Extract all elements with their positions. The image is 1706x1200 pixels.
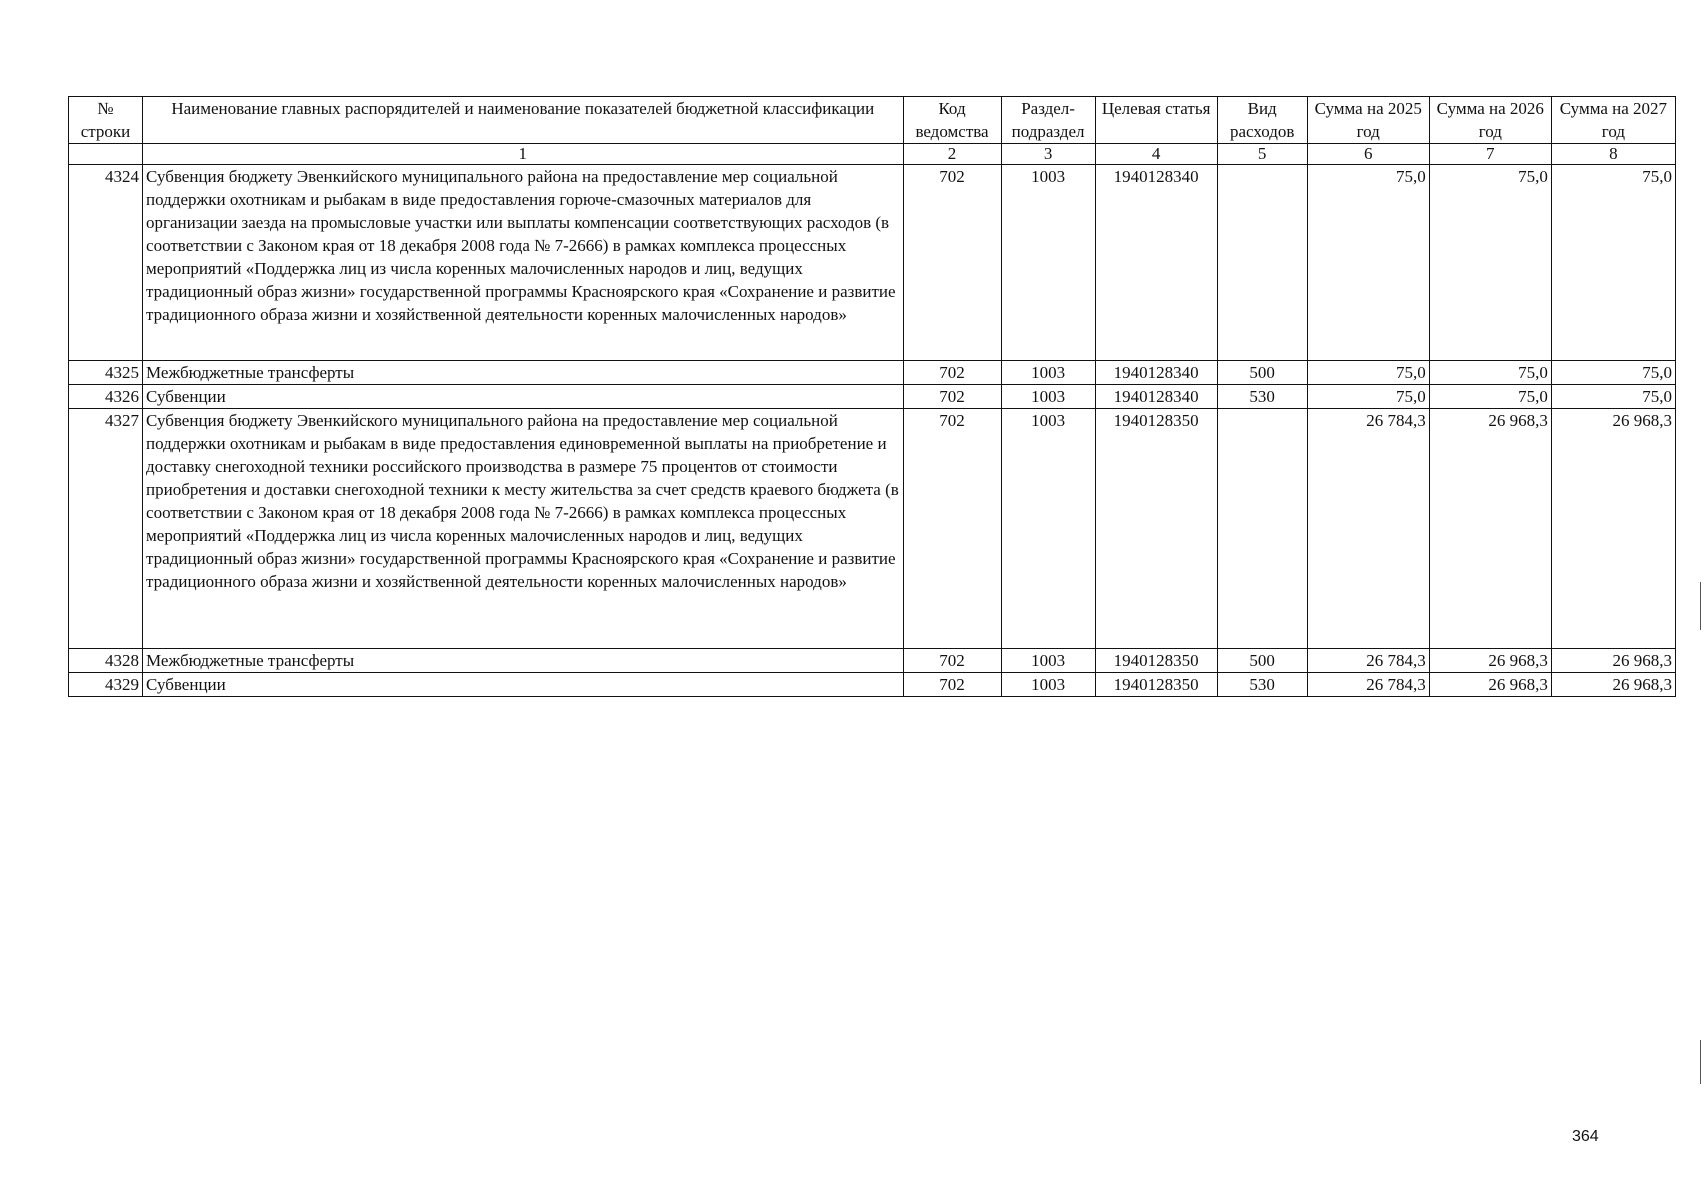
row-number: 4326 (69, 385, 143, 409)
row-target-article: 1940128340 (1095, 361, 1217, 385)
header-sum-2027: Сумма на 2027 год (1551, 97, 1675, 144)
column-index: 6 (1307, 144, 1429, 165)
row-section: 1003 (1001, 673, 1095, 697)
row-sum-2025: 75,0 (1307, 361, 1429, 385)
row-section: 1003 (1001, 649, 1095, 673)
row-department-code: 702 (903, 673, 1001, 697)
row-department-code: 702 (903, 361, 1001, 385)
header-expense-type: Вид расходов (1217, 97, 1307, 144)
row-target-article: 1940128340 (1095, 165, 1217, 361)
row-sum-2025: 26 784,3 (1307, 649, 1429, 673)
row-expense-type: 500 (1217, 649, 1307, 673)
scan-mark (1700, 1040, 1701, 1084)
row-sum-2025: 75,0 (1307, 165, 1429, 361)
table-row (69, 361, 1676, 385)
row-sum-2027: 26 968,3 (1551, 649, 1675, 673)
row-section: 1003 (1001, 385, 1095, 409)
row-target-article: 1940128350 (1095, 409, 1217, 649)
row-sum-2027: 26 968,3 (1551, 409, 1675, 649)
row-section: 1003 (1001, 361, 1095, 385)
row-sum-2025: 26 784,3 (1307, 409, 1429, 649)
row-sum-2026: 75,0 (1429, 385, 1551, 409)
row-name: Субвенция бюджету Эвенкийского муниципального района на предоставление мер социальной поддержки охотникам и рыбакам в виде предоставления горюче-смазочных материалов для организации заезда на промысловые участки или выплаты компенсации соответствующих расходов (в соответствии с Законом края от 18 декабря 2008 года № 7-2666) в рамках комплекса процессных мероприятий «Поддержка лиц из числа коренных малочисленных народов и лиц, ведущих традиционный образ жизни» государственной программы Красноярского края «Сохранение и развитие традиционного образа жизни и хозяйственной деятельности коренных малочисленных народов» (143, 165, 903, 361)
row-expense-type (1217, 409, 1307, 649)
row-expense-type: 500 (1217, 361, 1307, 385)
column-index: 4 (1095, 144, 1217, 165)
table-row (69, 649, 1676, 673)
row-name: Межбюджетные трансферты (143, 649, 903, 673)
header-row (69, 97, 1676, 144)
row-name: Межбюджетные трансферты (143, 361, 903, 385)
budget-table-container (68, 96, 1676, 697)
row-department-code: 702 (903, 165, 1001, 361)
header-name: Наименование главных распорядителей и наименование показателей бюджетной классификации (143, 97, 903, 144)
row-sum-2027: 26 968,3 (1551, 673, 1675, 697)
header-sum-2026: Сумма на 2026 год (1429, 97, 1551, 144)
table-row (69, 165, 1676, 361)
table-row (69, 409, 1676, 649)
row-target-article: 1940128350 (1095, 673, 1217, 697)
row-sum-2025: 26 784,3 (1307, 673, 1429, 697)
row-target-article: 1940128350 (1095, 649, 1217, 673)
table-row (69, 385, 1676, 409)
row-sum-2026: 26 968,3 (1429, 673, 1551, 697)
row-section: 1003 (1001, 165, 1095, 361)
column-index (69, 144, 143, 165)
row-number: 4329 (69, 673, 143, 697)
column-index: 2 (903, 144, 1001, 165)
column-index: 1 (143, 144, 903, 165)
row-target-article: 1940128340 (1095, 385, 1217, 409)
table-row (69, 673, 1676, 697)
row-expense-type (1217, 165, 1307, 361)
column-index: 8 (1551, 144, 1675, 165)
row-expense-type: 530 (1217, 385, 1307, 409)
row-expense-type: 530 (1217, 673, 1307, 697)
row-sum-2026: 26 968,3 (1429, 649, 1551, 673)
column-index: 7 (1429, 144, 1551, 165)
row-sum-2026: 75,0 (1429, 361, 1551, 385)
row-department-code: 702 (903, 649, 1001, 673)
row-sum-2026: 26 968,3 (1429, 409, 1551, 649)
header-target-article: Целевая статья (1095, 97, 1217, 144)
row-number: 4328 (69, 649, 143, 673)
header-row-number: № строки (69, 97, 143, 144)
budget-table (68, 96, 1676, 697)
scan-mark (1700, 582, 1701, 630)
column-index: 5 (1217, 144, 1307, 165)
row-number: 4327 (69, 409, 143, 649)
row-department-code: 702 (903, 385, 1001, 409)
row-name: Субвенции (143, 673, 903, 697)
page-number: 364 (1572, 1128, 1599, 1145)
row-sum-2027: 75,0 (1551, 361, 1675, 385)
row-sum-2025: 75,0 (1307, 385, 1429, 409)
row-name: Субвенции (143, 385, 903, 409)
row-department-code: 702 (903, 409, 1001, 649)
row-section: 1003 (1001, 409, 1095, 649)
row-number: 4325 (69, 361, 143, 385)
column-index: 3 (1001, 144, 1095, 165)
column-index-row (69, 144, 1676, 165)
header-department-code: Код ведомства (903, 97, 1001, 144)
header-sum-2025: Сумма на 2025 год (1307, 97, 1429, 144)
row-number: 4324 (69, 165, 143, 361)
header-section: Раздел-подраздел (1001, 97, 1095, 144)
row-sum-2027: 75,0 (1551, 165, 1675, 361)
row-sum-2027: 75,0 (1551, 385, 1675, 409)
row-name: Субвенция бюджету Эвенкийского муниципального района на предоставление мер социальной поддержки охотникам и рыбакам в виде предоставления единовременной выплаты на приобретение и доставку снегоходной техники российского производства в размере 75 процентов от стоимости приобретения и доставки снегоходной техники к месту жительства за счет средств краевого бюджета (в соответствии с Законом края от 18 декабря 2008 года № 7-2666) в рамках комплекса процессных мероприятий «Поддержка лиц из числа коренных малочисленных народов и лиц, ведущих традиционный образ жизни» государственной программы Красноярского края «Сохранение и развитие традиционного образа жизни и хозяйственной деятельности коренных малочисленных народов» (143, 409, 903, 649)
row-sum-2026: 75,0 (1429, 165, 1551, 361)
